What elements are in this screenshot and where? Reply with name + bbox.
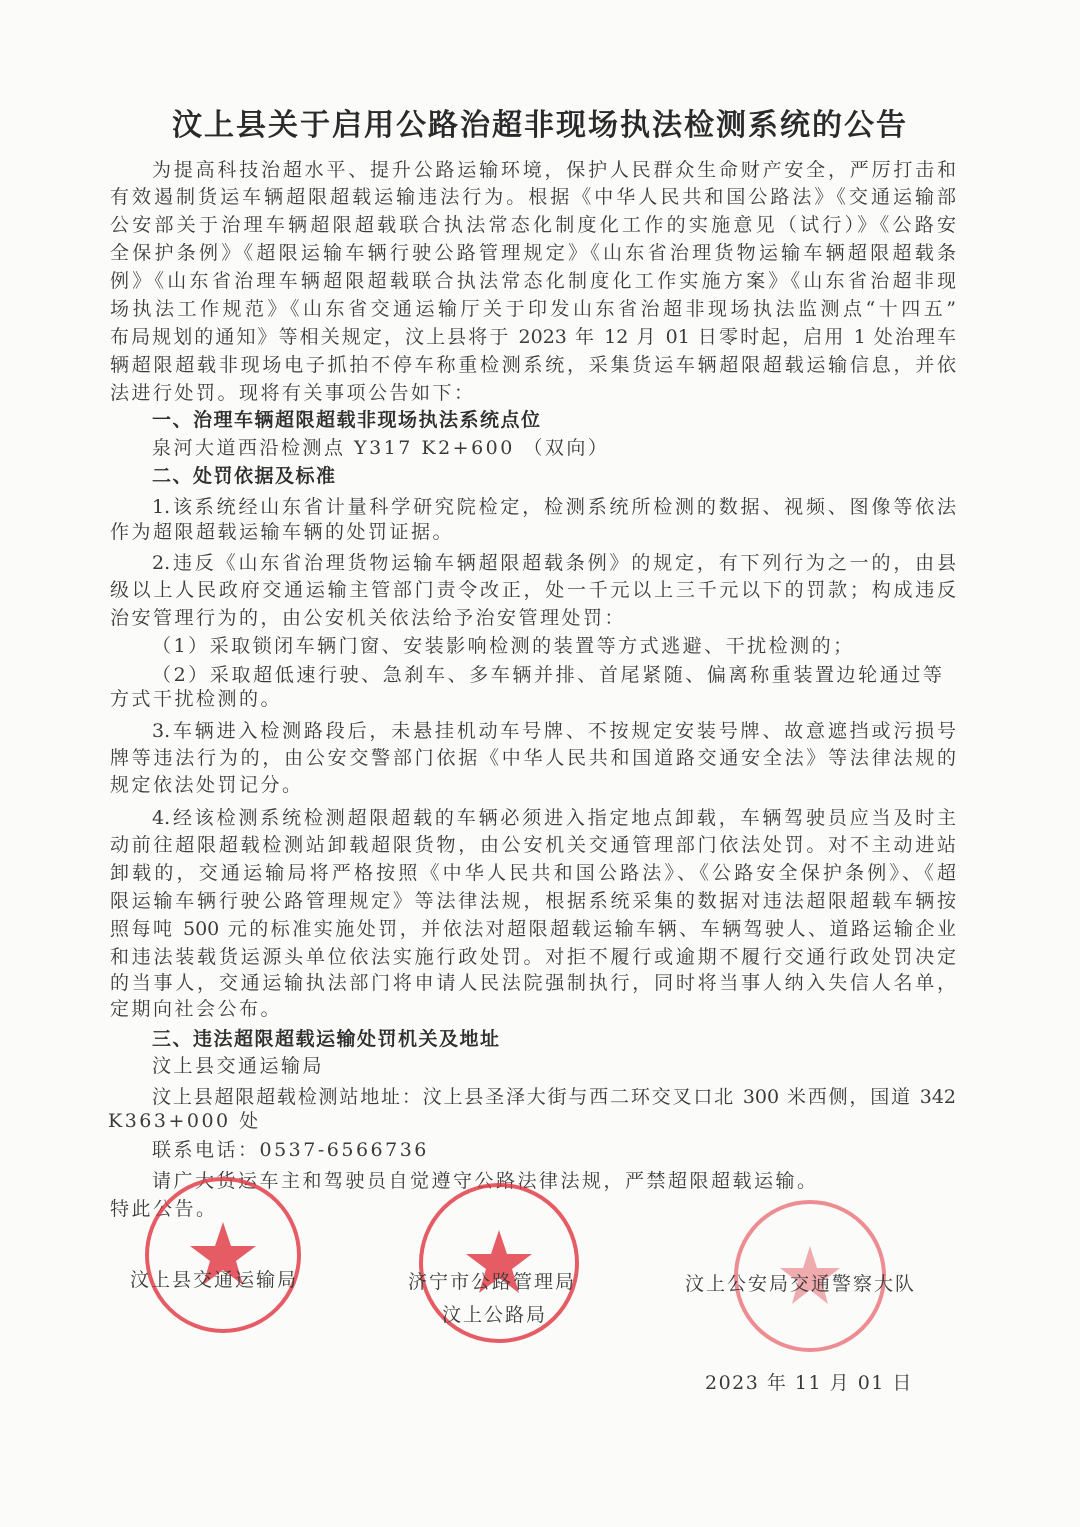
signature-traffic-police: 汶上公安局交通警察大队 [685, 1273, 917, 1295]
sub-item-2-line: 方式干扰检测的。 [110, 688, 283, 710]
item-4-line: 定期向社会公布。 [110, 998, 283, 1020]
item-4-line: 动前往超限超载检测站卸载超限货物，由公安机关交通管理部门依法处罚。对不主动进站 [110, 834, 956, 856]
section-1-heading: 一、治理车辆超限超载非现场执法系统点位 [152, 409, 542, 431]
signature-transport-bureau: 汶上县交通运输局 [130, 1269, 299, 1291]
intro-line: 法进行处罚。现将有关事项公告如下： [110, 382, 476, 404]
address-line: K363+000 处 [108, 1110, 261, 1132]
signature-wenshang-highway: 汶上公路局 [442, 1304, 548, 1326]
item-3-line: 牌等违法行为的，由公安交警部门依据《中华人民共和国道路交通安全法》等法律法规的 [110, 747, 956, 769]
item-3-line: 3.车辆进入检测路段后，未悬挂机动车号牌、不按规定安装号牌、故意遮挡或污损号 [152, 720, 956, 742]
item-4-line: 卸载的，交通运输局将严格按照《中华人民共和国公路法》、《公路安全保护条例》、《超 [110, 862, 956, 884]
intro-line: 为提高科技治超水平、提升公路运输环境，保护人民群众生命财产安全，严厉打击和 [152, 159, 956, 181]
intro-line: 有效遏制货运车辆超限超载运输违法行为。根据《中华人民共和国公路法》《交通运输部 [110, 186, 956, 208]
seal-transport-bureau [140, 1172, 306, 1338]
item-4-line: 和违法装载货运源头单位依法实施行政处罚。对拒不履行或逾期不履行交通行政处罚决定 [110, 946, 956, 968]
section-2-heading: 二、处罚依据及标准 [152, 465, 337, 487]
sub-item-1: （1）采取锁闭车辆门窗、安装影响检测的装置等方式逃避、干扰检测的； [152, 635, 855, 657]
closing-text: 特此公告。 [110, 1198, 218, 1220]
intro-line: 全保护条例》《超限运输车辆行驶公路管理规定》《山东省治理货物运输车辆超限超载条 [110, 242, 956, 264]
intro-line: 辆超限超载非现场电子抓拍不停车称重检测系统，采集货运车辆超限超载运输信息，并依 [110, 354, 956, 376]
item-3-line: 规定依法处罚记分。 [110, 774, 304, 796]
phone-number: 联系电话：0537-6566736 [152, 1139, 429, 1161]
item-4-line: 的当事人，交通运输执法部门将申请人民法院强制执行，同时将当事人纳入失信人名单， [110, 972, 956, 994]
intro-line: 场执法工作规范》《山东省交通运输厅关于印发山东省治超非现场执法监测点“十四五” [110, 298, 956, 320]
intro-line: 例》《山东省治理车辆超限超载联合执法常态化制度化工作实施方案》《山东省治超非现 [110, 270, 956, 292]
sub-item-2-line: （2）采取超低速行驶、急刹车、多车辆并排、首尾紧随、偏离称重装置边轮通过等 [152, 664, 942, 686]
item-1-line: 1.该系统经山东省计量科学研究院检定，检测系统所检测的数据、视频、图像等依法 [152, 496, 956, 518]
item-4-line: 4.经该检测系统检测超限超载的车辆必须进入指定地点卸载，车辆驾驶员应当及时主 [152, 807, 956, 829]
issue-date: 2023 年 11 月 01 日 [705, 1372, 913, 1394]
checkpoint-location: 泉河大道西沿检测点 Y317 K2+600 （双向） [152, 437, 610, 459]
intro-line: 公安部关于治理车辆超限超载联合执法常态化制度化工作的实施意见（试行）》《公路安 [110, 214, 956, 236]
page-title: 汶上县关于启用公路治超非现场执法检测系统的公告 [172, 108, 908, 143]
item-1-line: 作为超限超载运输车辆的处罚证据。 [110, 521, 455, 543]
item-2-line: 2.违反《山东省治理货物运输车辆超限超载条例》的规定，有下列行为之一的，由县 [152, 552, 956, 574]
intro-line: 布局规划的通知》等相关规定，汶上县将于 2023 年 12 月 01 日零时起，启用 1 处治理车 [110, 326, 956, 348]
signature-highway-bureau: 济宁市公路管理局 [408, 1271, 577, 1293]
item-2-line: 治安管理行为的，由公安机关依法给予治安管理处罚： [110, 607, 627, 629]
item-2-line: 级以上人民政府交通运输主管部门责令改正，处一千元以上三千元以下的罚款；构成违反 [110, 579, 956, 601]
agency-name: 汶上县交通运输局 [152, 1055, 325, 1077]
item-4-line: 限运输车辆行驶公路管理规定》等法律法规，根据系统采集的数据对违法超限超载车辆按 [110, 890, 956, 912]
appeal-text: 请广大货运车主和驾驶员自觉遵守公路法律法规，严禁超限超载运输。 [152, 1170, 819, 1192]
address-line: 汶上县超限超载检测站地址：汶上县圣泽大街与西二环交叉口北 300 米西侧，国道 342 [152, 1086, 956, 1108]
item-4-line: 照每吨 500 元的标准实施处罚，并依法对超限超载运输车辆、车辆驾驶人、道路运输企业 [110, 918, 956, 940]
section-3-heading: 三、违法超限超载运输处罚机关及地址 [152, 1028, 501, 1050]
